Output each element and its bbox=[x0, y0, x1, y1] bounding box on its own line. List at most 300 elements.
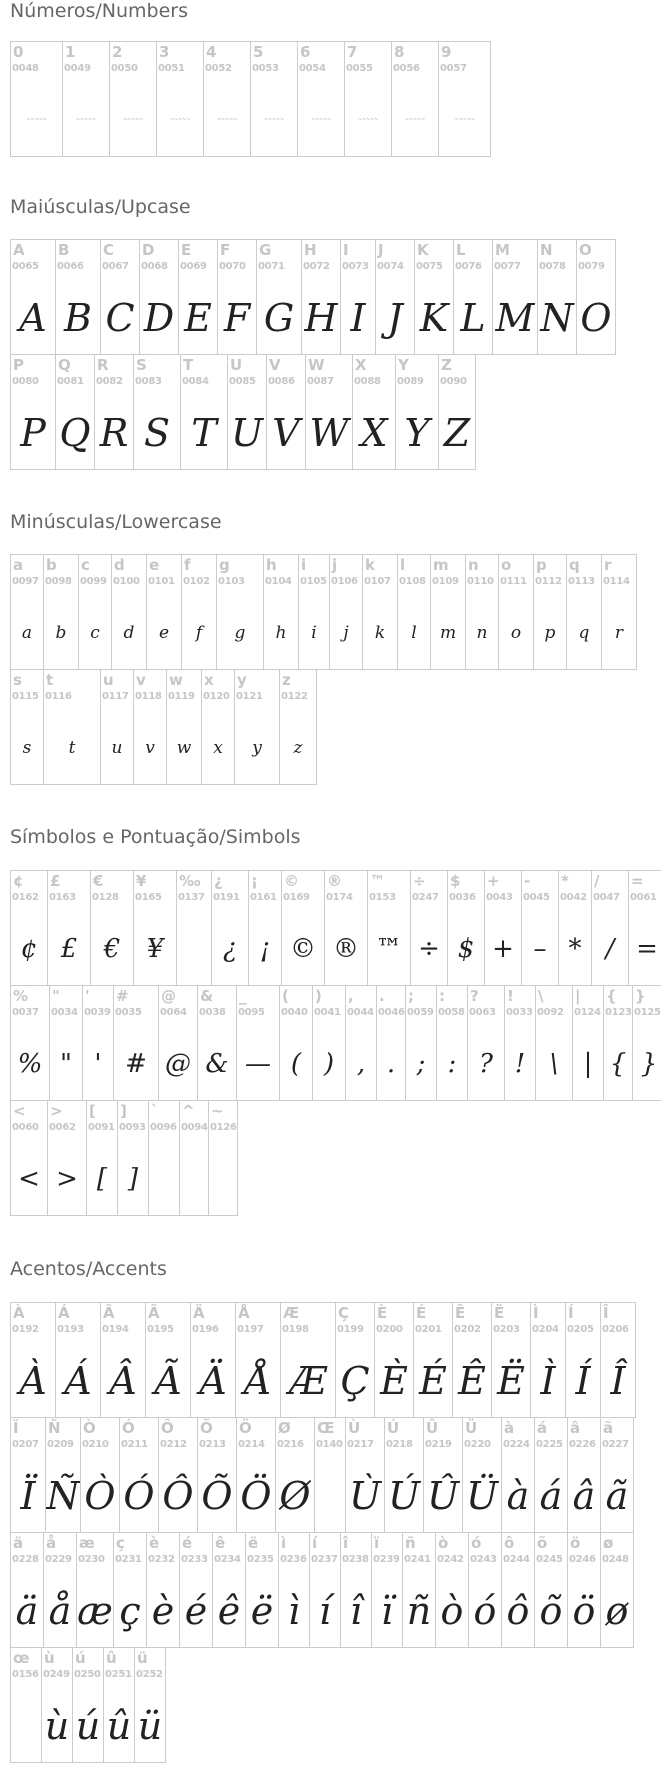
glyph-character-label: r bbox=[604, 556, 612, 574]
glyph-preview: [ bbox=[96, 1164, 108, 1194]
glyph-character-label: Œ bbox=[317, 1419, 335, 1437]
glyph-code-label: 0249 bbox=[43, 1669, 70, 1680]
glyph-code-label: 0206 bbox=[602, 1324, 629, 1335]
glyph-preview: ¢ bbox=[20, 934, 38, 964]
glyph-cell bbox=[566, 554, 602, 670]
glyph-preview: E bbox=[184, 296, 212, 340]
glyph-cell bbox=[80, 1417, 120, 1533]
glyph-character-label: £ bbox=[50, 872, 61, 890]
glyph-code-label: 0174 bbox=[326, 892, 353, 903]
glyph-preview: ¥ bbox=[146, 934, 164, 964]
glyph-code-label: 0063 bbox=[469, 1007, 496, 1018]
glyph-preview: ¿ bbox=[223, 934, 237, 964]
glyph-character-label: ú bbox=[75, 1649, 86, 1667]
glyph-code-label: 0052 bbox=[205, 63, 232, 74]
glyph-cell bbox=[465, 554, 499, 670]
glyph-preview: Ù bbox=[348, 1474, 382, 1518]
glyph-cell bbox=[279, 669, 317, 785]
glyph-cell bbox=[78, 554, 112, 670]
glyph-cell bbox=[632, 985, 661, 1101]
glyph-code-label: 0085 bbox=[229, 376, 256, 387]
glyph-character-label: Y bbox=[398, 356, 409, 374]
glyph-character-label: f bbox=[184, 556, 191, 574]
glyph-cell bbox=[248, 870, 282, 986]
glyph-cell bbox=[190, 1302, 236, 1418]
glyph-code-label: 0244 bbox=[503, 1554, 530, 1565]
glyph-cell bbox=[158, 985, 198, 1101]
glyph-row bbox=[10, 239, 615, 354]
glyph-cell bbox=[86, 1100, 118, 1216]
glyph-code-label: 0071 bbox=[258, 261, 285, 272]
glyph-character-label: c bbox=[81, 556, 90, 574]
glyph-character-label: õ bbox=[537, 1534, 548, 1552]
glyph-code-label: 0251 bbox=[105, 1669, 132, 1680]
glyph-preview: â bbox=[572, 1474, 596, 1518]
glyph-code-label: 0104 bbox=[265, 576, 292, 587]
glyph-cell bbox=[217, 239, 257, 355]
glyph-preview: X bbox=[360, 411, 388, 455]
glyph-character-label: Q bbox=[58, 356, 71, 374]
glyph-code-label: 0140 bbox=[316, 1439, 343, 1450]
glyph-preview: < bbox=[18, 1164, 40, 1194]
upcase-grid bbox=[10, 239, 615, 469]
glyph-character-label: ? bbox=[470, 987, 479, 1005]
glyph-preview: S bbox=[143, 411, 171, 455]
glyph-character-label: Ç bbox=[338, 1304, 350, 1322]
glyph-preview: ¡ bbox=[259, 934, 271, 964]
glyph-cell bbox=[367, 870, 411, 986]
glyph-code-label: 0243 bbox=[470, 1554, 497, 1565]
glyph-character-label: Ì bbox=[533, 1304, 539, 1322]
glyph-preview: Î bbox=[610, 1359, 626, 1403]
glyph-character-label: M bbox=[495, 241, 510, 259]
glyph-cell bbox=[376, 985, 406, 1101]
glyph-code-label: 0048 bbox=[12, 63, 39, 74]
glyph-character-label: I bbox=[343, 241, 349, 259]
glyph-code-label: 0035 bbox=[115, 1007, 142, 1018]
glyph-preview: i bbox=[311, 622, 317, 643]
glyph-code-label: 0118 bbox=[135, 691, 162, 702]
glyph-character-label: à bbox=[504, 1419, 515, 1437]
glyph-preview: Û bbox=[426, 1474, 460, 1518]
glyph-preview: í bbox=[318, 1589, 332, 1633]
glyph-preview: ñ bbox=[406, 1589, 432, 1633]
glyph-cell bbox=[462, 1417, 502, 1533]
glyph-character-label: g bbox=[219, 556, 230, 574]
glyph-code-label: 0043 bbox=[486, 892, 513, 903]
glyph-preview: F bbox=[223, 296, 251, 340]
glyph-code-label: 0091 bbox=[88, 1122, 115, 1133]
glyph-code-label: 0242 bbox=[437, 1554, 464, 1565]
glyph-character-label: ã bbox=[603, 1419, 614, 1437]
glyph-preview: ÷ bbox=[418, 934, 440, 964]
glyph-character-label: Ù bbox=[348, 1419, 361, 1437]
glyph-character-label: è bbox=[149, 1534, 160, 1552]
glyph-code-label: 0065 bbox=[12, 261, 39, 272]
glyph-preview: ~~~~~ bbox=[405, 116, 425, 123]
glyph-code-label: 0089 bbox=[397, 376, 424, 387]
glyph-code-label: 0126 bbox=[210, 1122, 237, 1133]
glyph-cell bbox=[436, 985, 468, 1101]
glyph-preview: > bbox=[56, 1164, 78, 1194]
glyph-cell bbox=[340, 239, 376, 355]
glyph-code-label: 0077 bbox=[494, 261, 521, 272]
glyph-code-label: 0051 bbox=[158, 63, 185, 74]
glyph-cell bbox=[156, 41, 204, 157]
glyph-cell bbox=[201, 669, 235, 785]
glyph-code-label: 0086 bbox=[268, 376, 295, 387]
glyph-character-label: O bbox=[579, 241, 592, 259]
glyph-cell bbox=[10, 41, 63, 157]
glyph-code-label: 0088 bbox=[354, 376, 381, 387]
glyph-character-label: ç bbox=[116, 1534, 125, 1552]
glyph-character-label: Ú bbox=[387, 1419, 400, 1437]
glyph-code-label: 0213 bbox=[199, 1439, 226, 1450]
glyph-code-label: 0217 bbox=[347, 1439, 374, 1450]
glyph-preview: ö bbox=[572, 1589, 596, 1633]
glyph-cell bbox=[146, 554, 182, 670]
glyph-preview: ~~~~~ bbox=[264, 116, 284, 123]
glyph-preview: Â bbox=[109, 1359, 137, 1403]
glyph-code-label: 0163 bbox=[49, 892, 76, 903]
glyph-preview bbox=[209, 1149, 237, 1209]
glyph-code-label: 0234 bbox=[214, 1554, 241, 1565]
glyph-cell bbox=[414, 239, 454, 355]
glyph-cell bbox=[113, 985, 159, 1101]
glyph-preview: Ô bbox=[162, 1474, 194, 1518]
glyph-preview: è bbox=[151, 1589, 175, 1633]
glyph-cell bbox=[227, 354, 267, 470]
glyph-cell bbox=[430, 554, 466, 670]
section-title-numbers: Números/Numbers bbox=[10, 0, 188, 22]
glyph-character-label: e bbox=[149, 556, 160, 574]
glyph-cell bbox=[275, 1417, 315, 1533]
glyph-code-label: 0090 bbox=[440, 376, 467, 387]
glyph-character-label: æ bbox=[79, 1534, 95, 1552]
glyph-cell bbox=[10, 1100, 48, 1216]
glyph-character-label: < bbox=[13, 1102, 26, 1120]
glyph-preview: % bbox=[17, 1049, 43, 1079]
glyph-preview: ( bbox=[290, 1049, 302, 1079]
glyph-cell bbox=[158, 1417, 198, 1533]
glyph-preview: v bbox=[145, 737, 155, 758]
glyph-preview: ~~~~~ bbox=[358, 116, 378, 123]
glyph-row bbox=[10, 669, 636, 784]
glyph-preview: À bbox=[19, 1359, 47, 1403]
glyph-code-label: 0044 bbox=[347, 1007, 374, 1018]
glyph-character-label: ò bbox=[438, 1534, 449, 1552]
glyph-preview: ô bbox=[506, 1589, 530, 1633]
glyph-character-label: ; bbox=[408, 987, 414, 1005]
glyph-code-label: 0232 bbox=[148, 1554, 175, 1565]
glyph-preview: ò bbox=[440, 1589, 464, 1633]
glyph-code-label: 0112 bbox=[535, 576, 562, 587]
glyph-preview: A bbox=[19, 296, 47, 340]
glyph-row bbox=[10, 1417, 635, 1532]
glyph-preview: = bbox=[636, 934, 658, 964]
glyph-cell bbox=[535, 985, 573, 1101]
glyph-character-label: Ô bbox=[161, 1419, 174, 1437]
glyph-character-label: € bbox=[93, 872, 104, 890]
glyph-character-label: b bbox=[46, 556, 57, 574]
glyph-character-label: Ø bbox=[278, 1419, 291, 1437]
glyph-preview: È bbox=[380, 1359, 408, 1403]
glyph-code-label: 0194 bbox=[102, 1324, 129, 1335]
glyph-preview: j bbox=[343, 622, 349, 643]
glyph-code-label: 0102 bbox=[183, 576, 210, 587]
glyph-code-label: 0100 bbox=[113, 576, 140, 587]
glyph-preview: z bbox=[293, 737, 303, 758]
glyph-code-label: 0078 bbox=[539, 261, 566, 272]
glyph-cell bbox=[375, 239, 415, 355]
glyph-preview: e bbox=[158, 622, 170, 643]
glyph-preview: ~~~~~ bbox=[123, 116, 143, 123]
glyph-code-label: 0241 bbox=[404, 1554, 431, 1565]
glyph-code-label: 0069 bbox=[180, 261, 207, 272]
glyph-character-label: 4 bbox=[206, 43, 217, 61]
glyph-character-label: d bbox=[114, 556, 125, 574]
glyph-character-label: % bbox=[13, 987, 29, 1005]
glyph-preview: $ bbox=[457, 934, 475, 964]
glyph-code-label: 0123 bbox=[605, 1007, 632, 1018]
glyph-preview: u bbox=[111, 737, 123, 758]
glyph-preview: g bbox=[234, 622, 246, 643]
glyph-preview: \ bbox=[549, 1049, 559, 1079]
glyph-code-label: 0057 bbox=[440, 63, 467, 74]
glyph-preview: Ã bbox=[154, 1359, 182, 1403]
glyph-character-label: 9 bbox=[441, 43, 452, 61]
glyph-character-label: p bbox=[536, 556, 547, 574]
glyph-cell bbox=[410, 870, 448, 986]
glyph-character-label: é bbox=[182, 1534, 193, 1552]
glyph-code-label: 0202 bbox=[454, 1324, 481, 1335]
glyph-code-label: 0068 bbox=[141, 261, 168, 272]
glyph-preview: Y bbox=[404, 411, 430, 455]
glyph-character-label: ó bbox=[471, 1534, 482, 1552]
glyph-character-label: z bbox=[282, 671, 291, 689]
glyph-character-label: ô bbox=[504, 1534, 515, 1552]
glyph-cell bbox=[533, 554, 567, 670]
glyph-character-label: Á bbox=[58, 1304, 70, 1322]
glyph-cell bbox=[245, 1532, 279, 1648]
glyph-character-label: 0 bbox=[13, 43, 24, 61]
glyph-cell bbox=[134, 1647, 166, 1763]
glyph-code-label: 0079 bbox=[578, 261, 605, 272]
glyph-code-label: 0066 bbox=[57, 261, 84, 272]
glyph-preview: Ñ bbox=[46, 1474, 80, 1518]
glyph-cell bbox=[55, 354, 95, 470]
glyph-code-label: 0248 bbox=[602, 1554, 629, 1565]
glyph-cell bbox=[565, 1302, 601, 1418]
glyph-cell bbox=[45, 1417, 81, 1533]
glyph-code-label: 0137 bbox=[178, 892, 205, 903]
glyph-cell bbox=[10, 870, 48, 986]
glyph-cell bbox=[391, 41, 439, 157]
glyph-preview: Ø bbox=[279, 1474, 311, 1518]
glyph-preview: á bbox=[539, 1474, 563, 1518]
glyph-code-label: 0039 bbox=[84, 1007, 111, 1018]
glyph-cell bbox=[530, 1302, 566, 1418]
glyph-character-label: ê bbox=[215, 1534, 226, 1552]
glyph-character-label: = bbox=[631, 872, 644, 890]
glyph-code-label: 0095 bbox=[238, 1007, 265, 1018]
glyph-cell bbox=[601, 554, 637, 670]
glyph-cell bbox=[484, 870, 522, 986]
glyph-preview: : bbox=[447, 1049, 457, 1079]
glyph-character-label: Å bbox=[238, 1304, 250, 1322]
glyph-character-label: ^ bbox=[182, 1102, 195, 1120]
glyph-character-label: T bbox=[183, 356, 194, 374]
glyph-preview bbox=[177, 919, 211, 979]
glyph-cell bbox=[413, 1302, 453, 1418]
glyph-code-label: 0156 bbox=[12, 1669, 39, 1680]
glyph-character-label: ÷ bbox=[413, 872, 426, 890]
glyph-cell bbox=[362, 554, 398, 670]
glyph-code-label: 0101 bbox=[148, 576, 175, 587]
glyph-character-label: i bbox=[301, 556, 307, 574]
glyph-cell bbox=[498, 554, 534, 670]
glyph-character-label: U bbox=[230, 356, 243, 374]
glyph-character-label: 7 bbox=[347, 43, 358, 61]
glyph-preview: Z bbox=[443, 411, 471, 455]
glyph-cell bbox=[335, 1302, 375, 1418]
glyph-preview: Í bbox=[575, 1359, 591, 1403]
glyph-cell bbox=[492, 239, 538, 355]
glyph-code-label: 0106 bbox=[331, 576, 358, 587]
glyph-character-label: û bbox=[106, 1649, 117, 1667]
glyph-cell bbox=[176, 870, 212, 986]
glyph-code-label: 0219 bbox=[425, 1439, 452, 1450]
glyph-preview: Ì bbox=[540, 1359, 556, 1403]
glyph-cell bbox=[197, 1417, 237, 1533]
glyph-preview: V bbox=[272, 411, 300, 455]
glyph-code-label: 0212 bbox=[160, 1439, 187, 1450]
glyph-preview: õ bbox=[539, 1589, 563, 1633]
glyph-code-label: 0246 bbox=[569, 1554, 596, 1565]
symbols-grid bbox=[10, 870, 661, 1215]
glyph-cell bbox=[263, 554, 299, 670]
glyph-character-label: N bbox=[540, 241, 553, 259]
glyph-cell bbox=[435, 1532, 469, 1648]
glyph-cell bbox=[397, 554, 431, 670]
glyph-character-label: ' bbox=[85, 987, 90, 1005]
glyph-cell bbox=[181, 554, 217, 670]
glyph-character-label: > bbox=[50, 1102, 63, 1120]
glyph-code-label: 0038 bbox=[199, 1007, 226, 1018]
glyph-preview: w bbox=[176, 737, 192, 758]
glyph-cell bbox=[567, 1417, 601, 1533]
glyph-row bbox=[10, 554, 636, 669]
glyph-code-label: 0214 bbox=[238, 1439, 265, 1450]
glyph-character-label: _ bbox=[239, 987, 247, 1005]
glyph-cell bbox=[628, 870, 661, 986]
glyph-character-label: ï bbox=[374, 1534, 380, 1552]
glyph-code-label: 0047 bbox=[593, 892, 620, 903]
glyph-code-label: 0105 bbox=[300, 576, 327, 587]
glyph-code-label: 0055 bbox=[346, 63, 373, 74]
glyph-cell bbox=[279, 985, 313, 1101]
glyph-preview: n bbox=[476, 622, 488, 643]
accents-grid bbox=[10, 1302, 635, 1762]
glyph-cell bbox=[103, 1647, 135, 1763]
glyph-preview: É bbox=[419, 1359, 447, 1403]
glyph-character-label: ` bbox=[151, 1102, 159, 1120]
glyph-preview: Ë bbox=[497, 1359, 525, 1403]
glyph-preview: ! bbox=[514, 1049, 526, 1079]
glyph-preview bbox=[11, 1696, 41, 1756]
glyph-cell bbox=[603, 985, 633, 1101]
glyph-character-label: ™ bbox=[370, 872, 385, 890]
glyph-code-label: 0165 bbox=[135, 892, 162, 903]
glyph-preview: @ bbox=[165, 1049, 191, 1079]
glyph-preview: q bbox=[578, 622, 590, 643]
glyph-code-label: 0227 bbox=[602, 1439, 629, 1450]
glyph-cell bbox=[90, 870, 134, 986]
glyph-code-label: 0233 bbox=[181, 1554, 208, 1565]
glyph-cell bbox=[178, 239, 218, 355]
glyph-cell bbox=[534, 1417, 568, 1533]
glyph-character-label: Ä bbox=[193, 1304, 205, 1322]
glyph-cell bbox=[600, 1532, 634, 1648]
glyph-character-label: ‰ bbox=[179, 872, 201, 890]
glyph-character-label: Ã bbox=[148, 1304, 160, 1322]
glyph-character-label: Î bbox=[603, 1304, 609, 1322]
glyph-character-label: ¢ bbox=[13, 872, 24, 890]
glyph-character-label: A bbox=[13, 241, 25, 259]
glyph-code-label: 0083 bbox=[135, 376, 162, 387]
glyph-preview: H bbox=[304, 296, 338, 340]
glyph-cell bbox=[371, 1532, 403, 1648]
glyph-cell bbox=[10, 554, 44, 670]
glyph-preview: Õ bbox=[201, 1474, 233, 1518]
glyph-character-label: V bbox=[269, 356, 281, 374]
glyph-cell bbox=[10, 985, 50, 1101]
glyph-code-label: 0226 bbox=[569, 1439, 596, 1450]
glyph-character-label: Í bbox=[568, 1304, 574, 1322]
glyph-cell bbox=[100, 239, 140, 355]
glyph-preview: , bbox=[356, 1049, 366, 1079]
glyph-cell bbox=[55, 239, 101, 355]
glyph-preview: Ç bbox=[340, 1359, 370, 1403]
glyph-code-label: 0122 bbox=[281, 691, 308, 702]
glyph-cell bbox=[324, 870, 368, 986]
glyph-code-label: 0092 bbox=[537, 1007, 564, 1018]
glyph-character-label: ( bbox=[282, 987, 289, 1005]
glyph-preview: d bbox=[123, 622, 135, 643]
glyph-character-label: " bbox=[52, 987, 60, 1005]
glyph-preview: { bbox=[609, 1049, 627, 1079]
glyph-code-label: 0064 bbox=[160, 1007, 187, 1018]
glyph-character-label: É bbox=[416, 1304, 427, 1322]
glyph-character-label: n bbox=[468, 556, 479, 574]
glyph-preview: / bbox=[605, 934, 615, 964]
glyph-preview: L bbox=[460, 296, 486, 340]
glyph-character-label: 3 bbox=[159, 43, 170, 61]
glyph-character-label: . bbox=[379, 987, 385, 1005]
glyph-cell bbox=[534, 1532, 568, 1648]
glyph-code-label: 0073 bbox=[342, 261, 369, 272]
glyph-code-label: 0235 bbox=[247, 1554, 274, 1565]
glyph-code-label: 0197 bbox=[237, 1324, 264, 1335]
glyph-character-label: E bbox=[181, 241, 192, 259]
glyph-preview: G bbox=[263, 296, 295, 340]
glyph-preview: & bbox=[205, 1049, 229, 1079]
glyph-cell bbox=[10, 239, 56, 355]
glyph-cell bbox=[10, 354, 56, 470]
glyph-code-label: 0195 bbox=[147, 1324, 174, 1335]
glyph-cell bbox=[600, 1302, 636, 1418]
glyph-preview: t bbox=[68, 737, 76, 758]
